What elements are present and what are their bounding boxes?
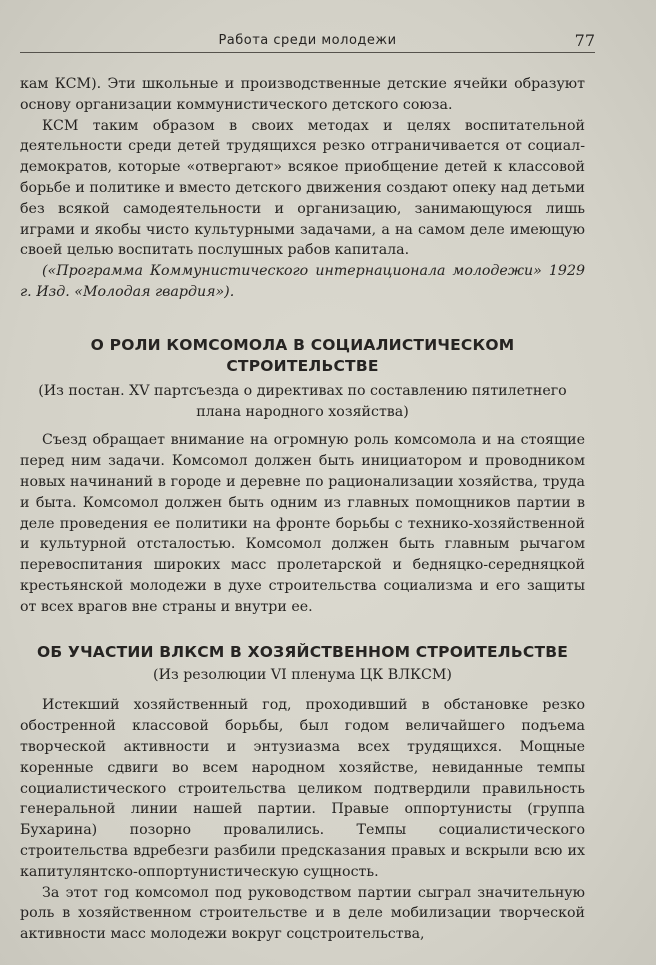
citation-program: («Программа Коммунистического интернационала молодежи» 1929 г. Изд. «Молодая гвардия»). [20,263,585,300]
source-note-plenum: (Из резолюции VI пленума ЦК ВЛКСМ) [153,666,452,683]
page-content [20,74,585,945]
paragraph-ksm-methods: КСМ таким образом в своих методах и целях воспитательной деятельности среди детей трудящихся резко отграничивается от социал-демократов, которые «отвергают» всякое приобщение детей к классовой борьбе и политике и вместо детского движения создают опеку над детьми без всякой самодеятельности и организацию, занимающуюся лишь играми и якобы чисто культурными задачами, а на самом деле имеющую своей целью воспитать послушных рабов капитала. [20,117,585,259]
page-number: 77 [574,31,595,50]
paragraph-economic-year: Истекший хозяйственный год, проходивший в обстановке резко обостренной классовой борьбы, был годом величайшего подъема творческой активности и энтузиазма всех трудящихся. Мощные коренные сдвиги во всем народном хозяйстве, невиданные темпы социалистического строительства целиком подтвердили правильность генеральной линии нашей партии. Правые оппортунисты (группа Бухарина) позорно провалились. Темпы социалистического строительства вдребезги разбили предсказания правых и вскрыли всю их капитулянтско-оппортунистическую сущность. [20,697,585,880]
running-title: Работа среди молодежи [218,33,397,48]
source-note-congress: (Из постан. XV партсъезда о директивах по составлению пятилетнего плана народного хозяйства) [38,382,567,420]
paragraph-komsomol-role: За этот год комсомол под руководством партии сыграл значительную роль в хозяйственном строительстве и в деле мобилизации творческой активности масс молодежи вокруг соцстроительства, [20,884,585,943]
section-heading-vlksm-economy: ОБ УЧАСТИИ ВЛКСМ В ХОЗЯЙСТВЕННОМ СТРОИТЕЛЬСТВЕ [36,642,569,661]
paragraph-continuation: кам КСМ). Эти школьные и производственные детские ячейки образуют основу организации коммунистического детского союза. [20,76,585,113]
section-heading-role-komsomol [20,335,585,377]
page-header [20,30,595,53]
paragraph-congress: Съезд обращает внимание на огромную роль комсомола и на стоящие перед ним задачи. Комсомол должен быть инициатором и проводником новых начинаний в городе и деревне по рационализации хозяйства, труда и быта. Комсомол должен быть одним из главных помощников партии в деле проведения ее политики на фронте борьбы с технико-хозяйственной и культурной отсталостью. Комсомол должен быть главным рычагом перевоспитания широких масс пролетарской и бедняцко-середняцкой крестьянской молодежи в духе строительства социализма и его защиты от всех врагов вне страны и внутри ее. [20,432,585,615]
heading-line-1: О РОЛИ КОМСОМОЛА В СОЦИАЛИСТИЧЕСКОМ [90,335,515,354]
heading-line-2: СТРОИТЕЛЬСТВЕ [226,356,379,375]
